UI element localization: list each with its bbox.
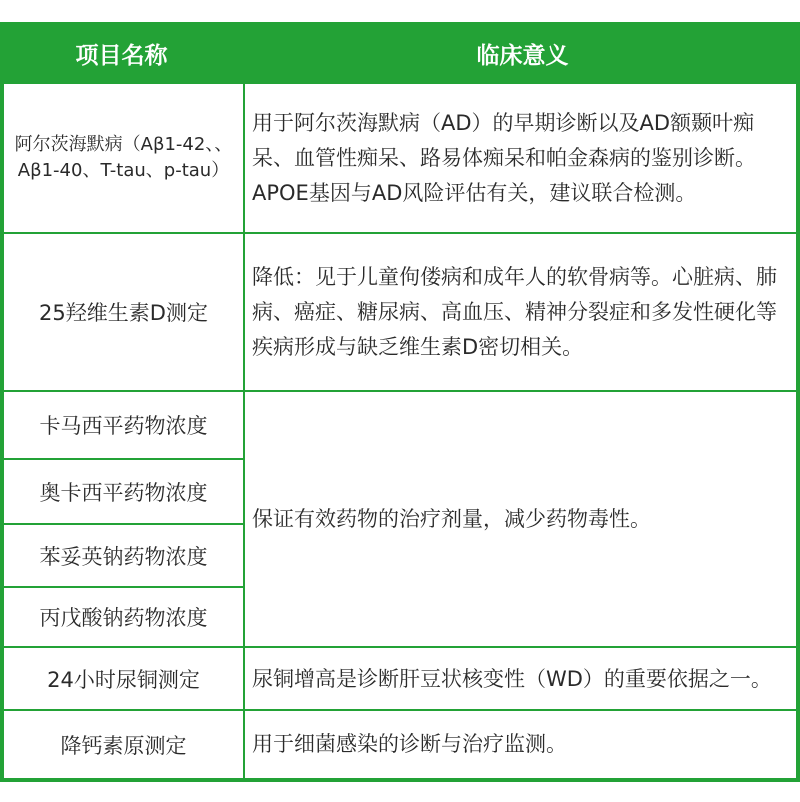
row-meaning-urine-copper: 尿铜增高是诊断肝豆状核变性（WD）的重要依据之一。 bbox=[245, 648, 796, 709]
row-name-vitamin-d: 25羟维生素D测定 bbox=[4, 234, 243, 390]
row-name-valproate: 丙戊酸钠药物浓度 bbox=[4, 588, 243, 646]
row-name-procalcitonin: 降钙素原测定 bbox=[4, 711, 243, 778]
row-meaning-procalcitonin: 用于细菌感染的诊断与治疗监测。 bbox=[245, 711, 796, 778]
header-clinical-significance: 临床意义 bbox=[476, 42, 569, 69]
header-project-name: 项目名称 bbox=[75, 42, 168, 69]
row-name-alzheimer: 阿尔茨海默病（Aβ1-42、、Aβ1-40、T-tau、p-tau） bbox=[4, 84, 243, 232]
row-name-oxcarbazepine: 奥卡西平药物浓度 bbox=[4, 460, 243, 523]
row-name-phenytoin: 苯妥英钠药物浓度 bbox=[4, 525, 243, 586]
row-name-carbamazepine: 卡马西平药物浓度 bbox=[4, 392, 243, 458]
merged-meaning-drug-levels: 保证有效药物的治疗剂量，减少药物毒性。 bbox=[245, 392, 796, 646]
table bbox=[0, 22, 800, 782]
row-meaning-vitamin-d: 降低：见于儿童佝偻病和成年人的软骨病等。心脏病、肺病、癌症、糖尿病、高血压、精神分裂症和多发性硬化等疾病形成与缺乏维生素D密切相关。 bbox=[245, 234, 796, 390]
row-meaning-alzheimer: 用于阿尔茨海默病（AD）的早期诊断以及AD额颞叶痴呆、血管性痴呆、路易体痴呆和帕金森病的鉴别诊断。APOE基因与AD风险评估有关，建议联合检测。 bbox=[245, 84, 796, 232]
row-name-urine-copper: 24小时尿铜测定 bbox=[4, 648, 243, 709]
